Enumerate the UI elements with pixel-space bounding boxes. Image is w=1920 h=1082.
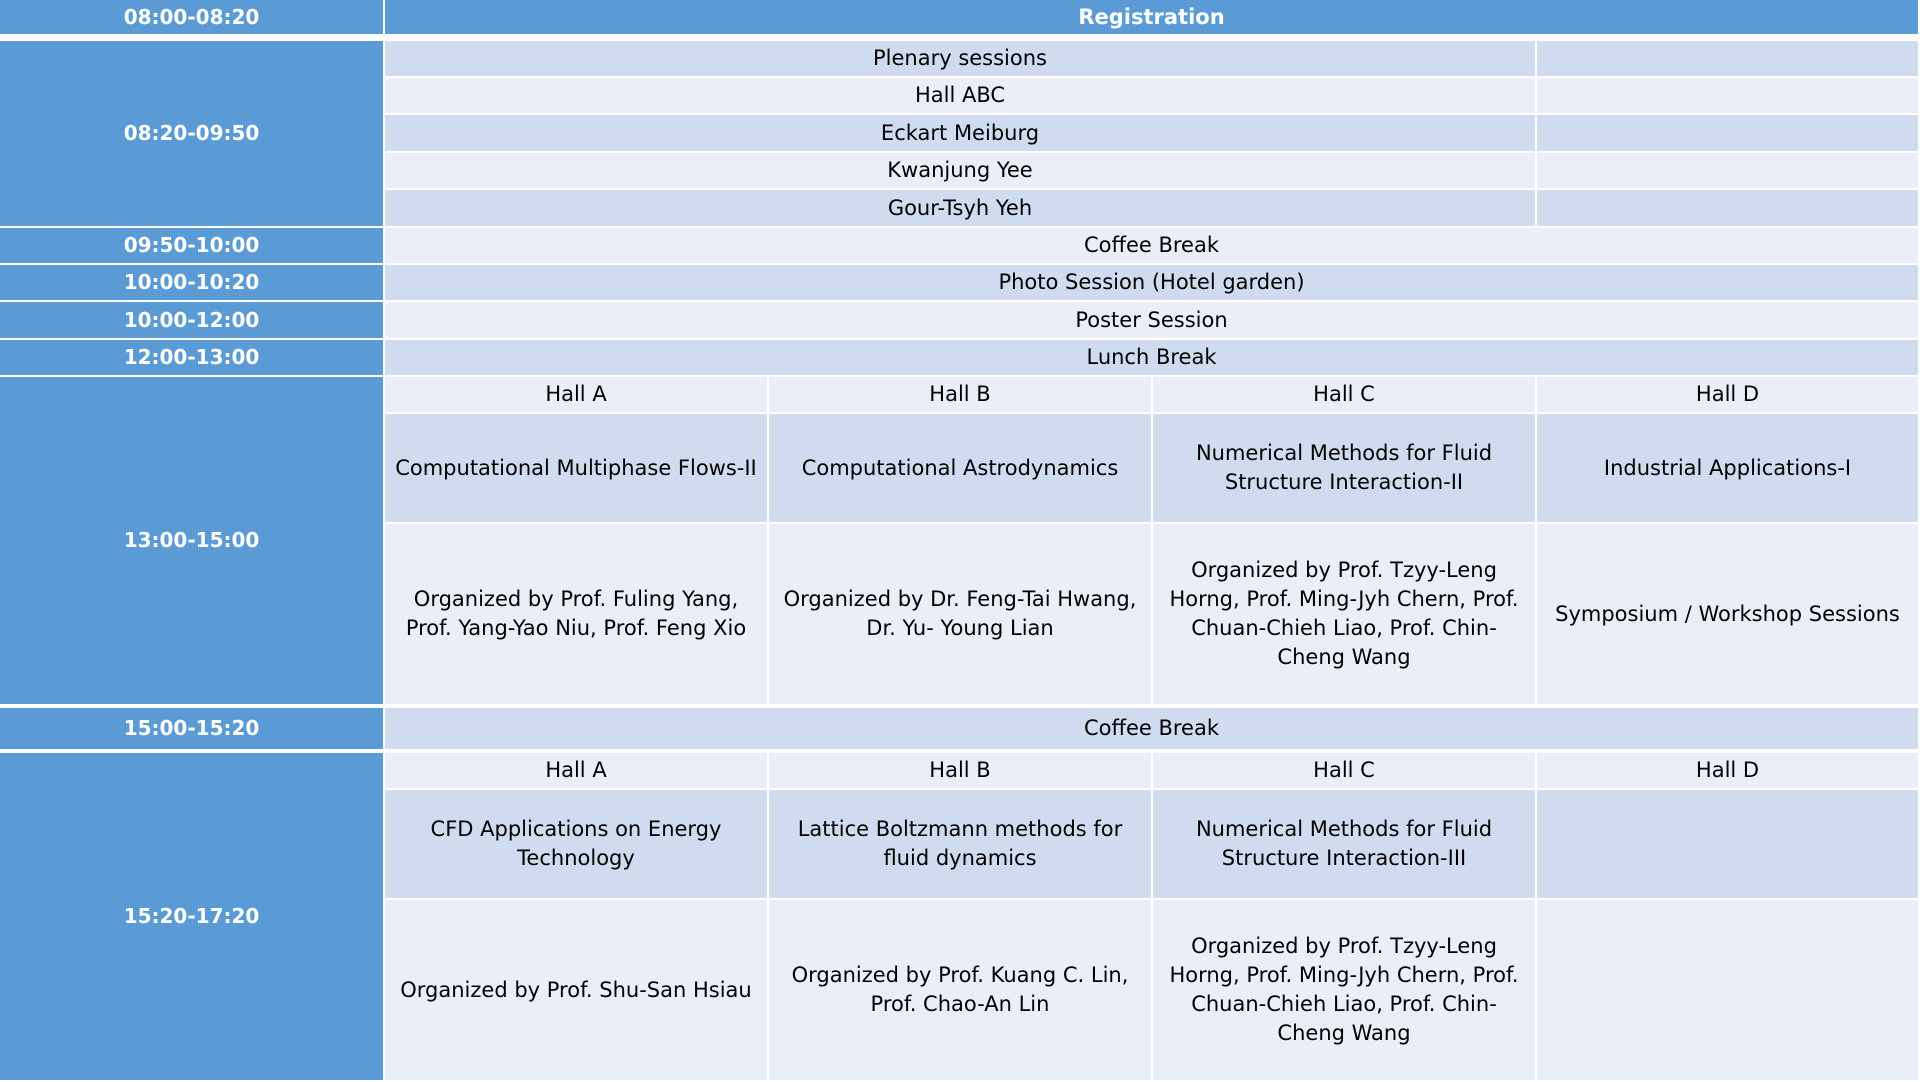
session2-title-d	[1537, 790, 1920, 900]
session2-hall-d: Hall D	[1537, 753, 1920, 790]
session2-organizer-d	[1537, 900, 1920, 1082]
session1-organizer-c: Organized by Prof. Tzyy-Leng Horng, Prof. Ming-Jyh Chern, Prof. Chuan-Chieh Liao, Prof. Chin-Cheng Wang	[1153, 524, 1537, 706]
session1-title-a: Computational Multiphase Flows-II	[385, 414, 769, 524]
time-session-2: 15:20-17:20	[0, 753, 385, 1082]
coffee-break-label: Coffee Break	[385, 228, 1920, 265]
session1-hall-b: Hall B	[769, 377, 1153, 414]
session1-organizer-a: Organized by Prof. Fuling Yang, Prof. Yang-Yao Niu, Prof. Feng Xio	[385, 524, 769, 706]
plenary-speaker: Gour-Tsyh Yeh	[385, 190, 1537, 228]
time-coffee-break-2: 15:00-15:20	[0, 708, 385, 751]
session2-title-a: CFD Applications on Energy Technology	[385, 790, 769, 900]
session1-organizer-d: Symposium / Workshop Sessions	[1537, 524, 1920, 706]
photo-session-label: Photo Session (Hotel garden)	[385, 265, 1920, 302]
coffee-break-2-label: Coffee Break	[385, 708, 1920, 751]
session1-title-d: Industrial Applications-I	[1537, 414, 1920, 524]
registration-label: Registration	[385, 0, 1920, 36]
plenary-hall: Hall ABC	[385, 78, 1537, 115]
poster-session-label: Poster Session	[385, 302, 1920, 340]
session1-organizer-b: Organized by Dr. Feng-Tai Hwang, Dr. Yu- Young Lian	[769, 524, 1153, 706]
plenary-title: Plenary sessions	[385, 41, 1537, 78]
plenary-empty-cell	[1537, 190, 1920, 228]
session2-organizer-b: Organized by Prof. Kuang C. Lin, Prof. Chao-An Lin	[769, 900, 1153, 1082]
time-photo-session: 10:00-10:20	[0, 265, 385, 302]
plenary-empty-cell	[1537, 153, 1920, 190]
plenary-empty-cell	[1537, 78, 1920, 115]
time-lunch-break: 12:00-13:00	[0, 340, 385, 377]
session2-title-c: Numerical Methods for Fluid Structure Interaction-III	[1153, 790, 1537, 900]
session2-hall-b: Hall B	[769, 753, 1153, 790]
time-registration: 08:00-08:20	[0, 0, 385, 36]
plenary-speaker: Kwanjung Yee	[385, 153, 1537, 190]
time-coffee-break: 09:50-10:00	[0, 228, 385, 265]
session2-title-b: Lattice Boltzmann methods for fluid dynamics	[769, 790, 1153, 900]
session1-hall-c: Hall C	[1153, 377, 1537, 414]
plenary-empty-cell	[1537, 115, 1920, 153]
plenary-empty-cell	[1537, 41, 1920, 78]
session1-hall-d: Hall D	[1537, 377, 1920, 414]
time-plenary: 08:20-09:50	[0, 41, 385, 228]
plenary-speaker: Eckart Meiburg	[385, 115, 1537, 153]
session1-title-c: Numerical Methods for Fluid Structure Interaction-II	[1153, 414, 1537, 524]
lunch-break-label: Lunch Break	[385, 340, 1920, 377]
session2-organizer-c: Organized by Prof. Tzyy-Leng Horng, Prof. Ming-Jyh Chern, Prof. Chuan-Chieh Liao, Prof. Chin-Cheng Wang	[1153, 900, 1537, 1082]
session2-organizer-a: Organized by Prof. Shu-San Hsiau	[385, 900, 769, 1082]
session2-hall-a: Hall A	[385, 753, 769, 790]
session1-title-b: Computational Astrodynamics	[769, 414, 1153, 524]
session1-hall-a: Hall A	[385, 377, 769, 414]
session2-hall-c: Hall C	[1153, 753, 1537, 790]
time-poster-session: 10:00-12:00	[0, 302, 385, 340]
time-session-1: 13:00-15:00	[0, 377, 385, 706]
